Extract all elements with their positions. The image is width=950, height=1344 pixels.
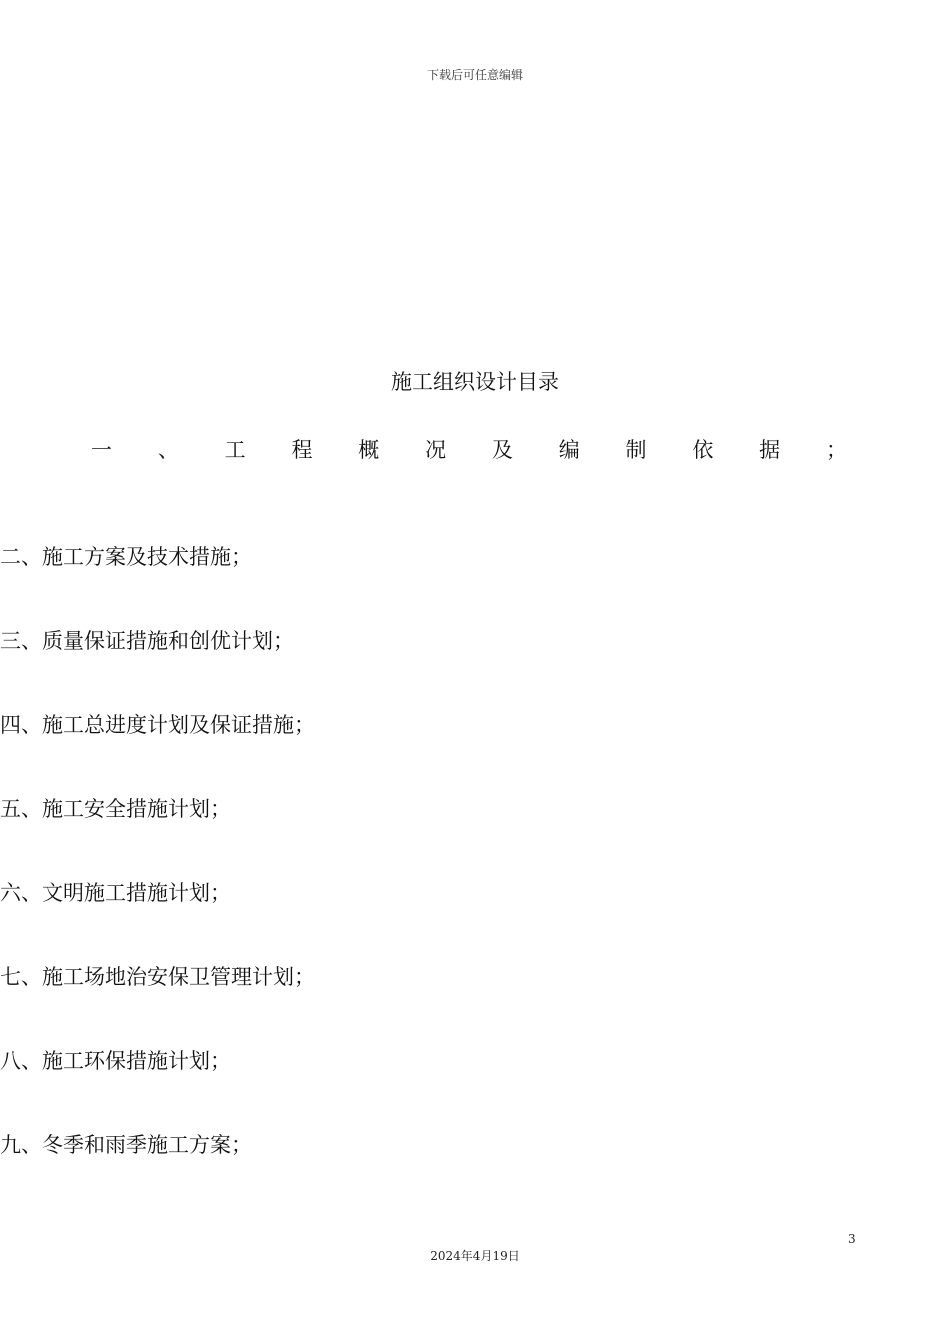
toc-entry-1: [91, 435, 847, 465]
toc-entry-6: 六、文明施工措施计划；: [0, 881, 231, 905]
toc-entry-1-char: 况: [425, 438, 447, 462]
toc-entry-1-char: ；: [825, 438, 847, 462]
toc-entry-1-char: 编: [558, 438, 580, 462]
toc-entry-9: 九、冬季和雨季施工方案；: [0, 1133, 252, 1157]
toc-entry-1-char: 工: [224, 438, 246, 462]
toc-entry-1-char: 程: [291, 438, 313, 462]
toc-entry-1-char: 概: [358, 438, 380, 462]
footer-date: 2024年4月19日: [430, 1249, 520, 1263]
toc-entry-1-char: 一: [91, 438, 112, 462]
page-number: 3: [848, 1232, 856, 1246]
toc-entry-3: 三、质量保证措施和创优计划；: [0, 629, 294, 653]
toc-entry-8: 八、施工环保措施计划；: [0, 1049, 231, 1073]
toc-entry-1-char: 及: [491, 438, 513, 462]
toc-entry-2: 二、施工方案及技术措施；: [0, 545, 252, 569]
toc-entry-4: 四、施工总进度计划及保证措施；: [0, 713, 315, 737]
document-title: 施工组织设计目录: [391, 370, 559, 394]
toc-entry-7: 七、施工场地治安保卫管理计划；: [0, 965, 315, 989]
header-note: 下载后可任意编辑: [426, 68, 523, 82]
toc-entry-1-char: 制: [625, 438, 647, 462]
toc-entry-1-char: 依: [692, 438, 714, 462]
toc-entry-1-char: 、: [157, 438, 179, 462]
toc-entry-5: 五、施工安全措施计划；: [0, 797, 231, 821]
toc-entry-1-char: 据: [759, 438, 781, 462]
